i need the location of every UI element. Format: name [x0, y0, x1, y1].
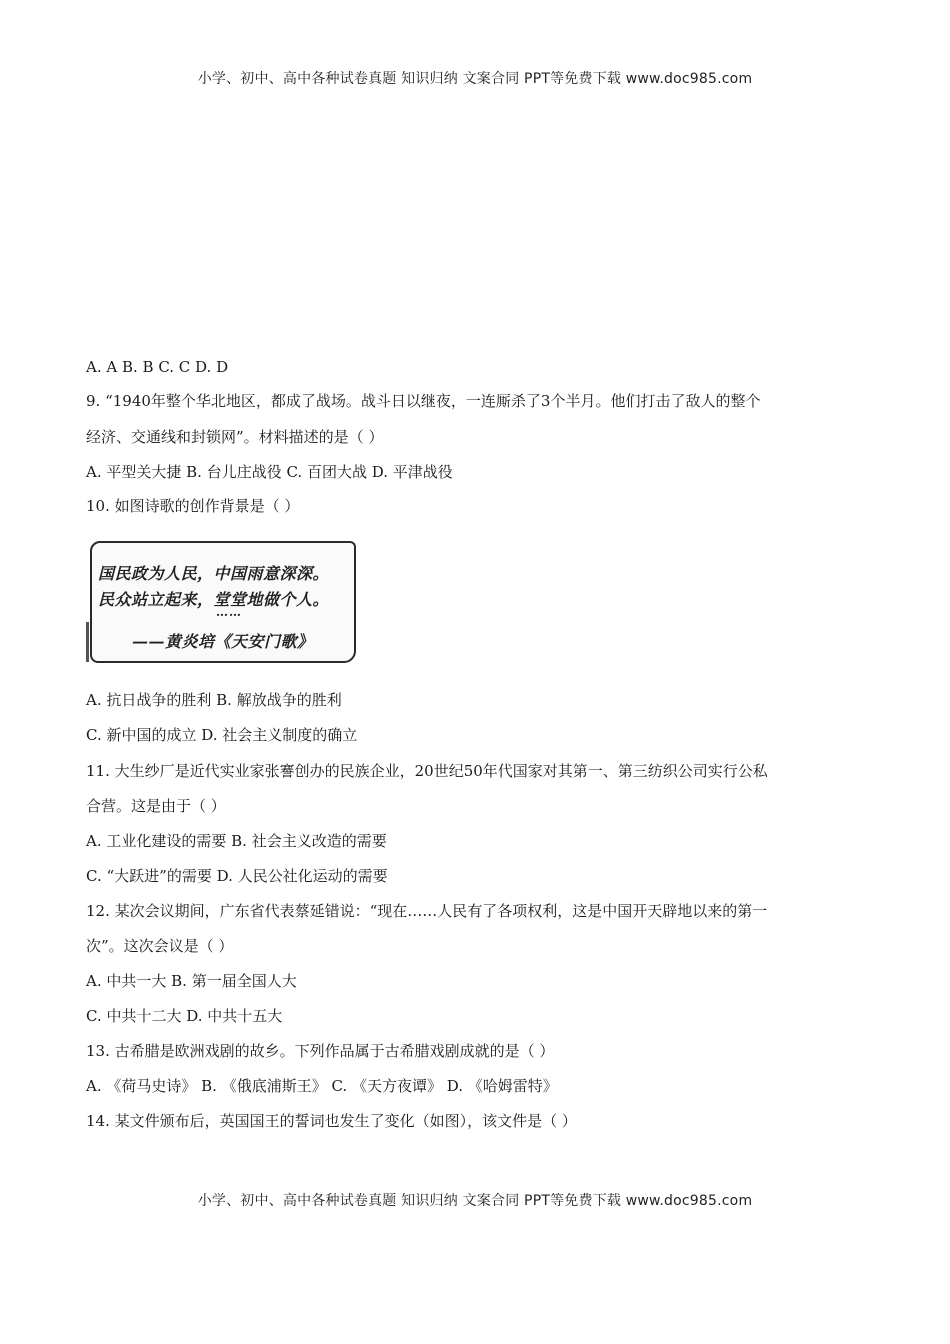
- q9-options: A. 平型关大捷 B. 台儿庄战役 C. 百团大战 D. 平津战役: [86, 463, 453, 481]
- q14-stem: 14. 某文件颁布后，英国国王的誓词也发生了变化（如图），该文件是（ ）: [86, 1112, 577, 1130]
- q11-stem-line2: 合营。这是由于（ ）: [86, 797, 226, 815]
- q10-stem: 10. 如图诗歌的创作背景是（ ）: [86, 497, 300, 515]
- q12-stem-line1: 12. 某次会议期间，广东省代表蔡延错说：“现在……人民有了各项权利，这是中国开天辟地以来的第一: [86, 902, 768, 920]
- q13-options: A. 《荷马史诗》 B. 《俄底浦斯王》 C. 《天方夜谭》 D. 《哈姆雷特》: [86, 1077, 558, 1095]
- q12-options-line2: C. 中共十二大 D. 中共十五大: [86, 1007, 283, 1025]
- poem-line-1: 国民政为人民，中国雨意深深。: [98, 564, 330, 583]
- q8-options: A. A B. B C. C D. D: [86, 358, 229, 376]
- q13-stem: 13. 古希腊是欧洲戏剧的故乡。下列作品属于古希腊戏剧成就的是（ ）: [86, 1042, 555, 1060]
- q12-options-line1: A. 中共一大 B. 第一届全国人大: [86, 972, 297, 990]
- q10-options-line1: A. 抗日战争的胜利 B. 解放战争的胜利: [86, 691, 342, 709]
- q11-options-line1: A. 工业化建设的需要 B. 社会主义改造的需要: [86, 832, 387, 850]
- q9-stem-line1: 9. “1940年整个华北地区，都成了战场。战斗日以继夜，一连厮杀了3个半月。他们打击了敌人的整个: [86, 392, 761, 410]
- q10-options-line2: C. 新中国的成立 D. 社会主义制度的确立: [86, 726, 358, 744]
- poem-image: [90, 541, 356, 663]
- poem-attribution: ——黄炎培《天安门歌》: [132, 632, 314, 651]
- poem-ellipsis: ……: [216, 605, 242, 619]
- image-edge-mark: [86, 622, 89, 662]
- q11-options-line2: C. “大跃进”的需要 D. 人民公社化运动的需要: [86, 867, 388, 885]
- q12-stem-line2: 次”。这次会议是（ ）: [86, 937, 234, 955]
- footer-banner: 小学、初中、高中各种试卷真题 知识归纳 文案合同 PPT等免费下载 www.doc985.com: [197, 1193, 753, 1209]
- q11-stem-line1: 11. 大生纱厂是近代实业家张謇创办的民族企业，20世纪50年代国家对其第一、第三纺织公司实行公私: [86, 762, 768, 780]
- q9-stem-line2: 经济、交通线和封锁网”。材料描述的是（ ）: [86, 428, 384, 446]
- header-banner: 小学、初中、高中各种试卷真题 知识归纳 文案合同 PPT等免费下载 www.doc985.com: [197, 71, 753, 87]
- poem-line-2: 民众站立起来，堂堂地做个人。: [98, 590, 330, 609]
